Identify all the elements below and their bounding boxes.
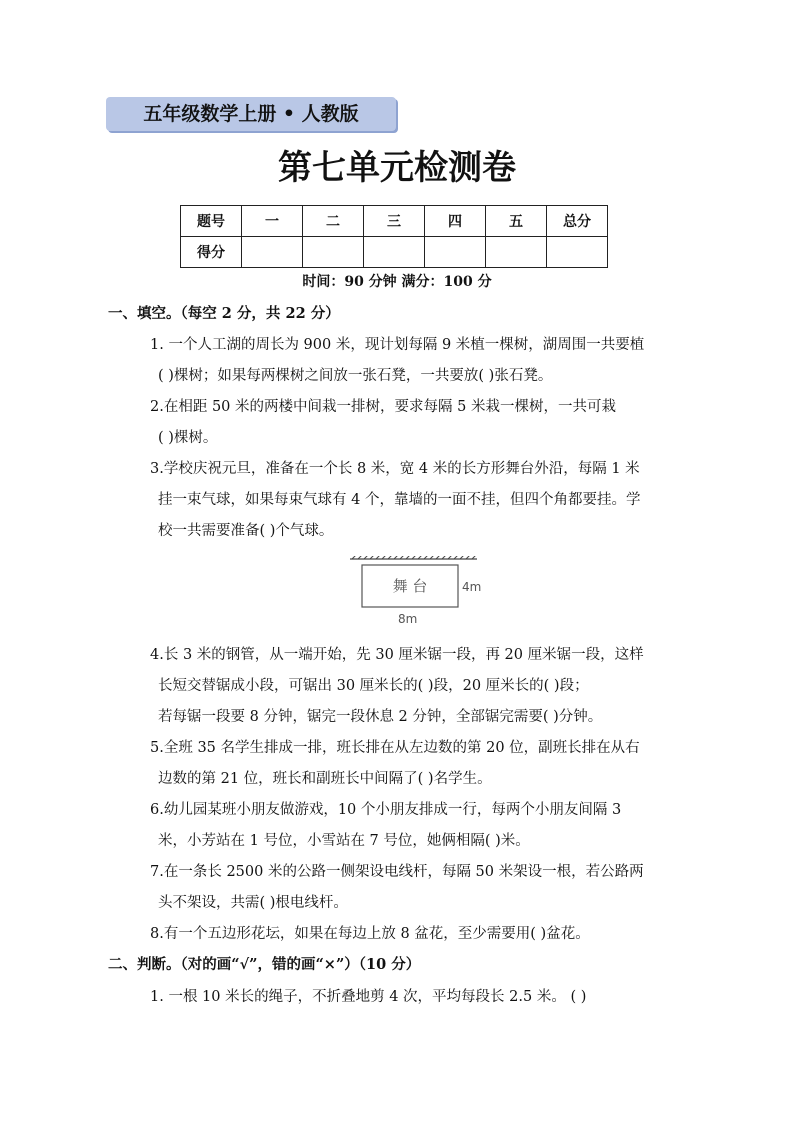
question-line: 校一共需要准备( )个气球。 xyxy=(158,523,334,539)
question-line: 挂一束气球，如果每束气球有 4 个，靠墙的一面不挂，但四个角都要挂。学 xyxy=(158,492,641,508)
score-table xyxy=(180,205,608,268)
stage-diagram xyxy=(346,556,491,628)
score-input-cell[interactable] xyxy=(486,237,547,268)
question-line: 长短交替锯成小段，可锯出 30 厘米长的( )段，20 厘米长的( )段； xyxy=(158,678,589,694)
question-line: 若每锯一段要 8 分钟，锯完一段休息 2 分钟，全部锯完需要( )分钟。 xyxy=(158,709,603,725)
question-line: 6.幼儿园某班小朋友做游戏，10 个小朋友排成一行，每两个小朋友间隔 3 xyxy=(150,802,622,818)
length-label: 8m xyxy=(398,612,418,626)
score-cell: 二 xyxy=(303,206,364,237)
question-line: 8.有一个五边形花坛，如果在每边上放 8 盆花，至少需要用( )盆花。 xyxy=(150,926,590,942)
score-input-cell[interactable] xyxy=(547,237,608,268)
question-line: ( )棵树。 xyxy=(158,430,218,446)
score-input-cell[interactable] xyxy=(425,237,486,268)
grade-banner: 五年级数学上册 • 人教版 xyxy=(106,97,396,131)
score-cell: 四 xyxy=(425,206,486,237)
section-heading-fill-blank: 一、填空。（每空 2 分，共 22 分） xyxy=(108,305,340,322)
score-cell: 五 xyxy=(486,206,547,237)
score-cell: 总分 xyxy=(547,206,608,237)
question-line: 1. 一根 10 米长的绳子，不折叠地剪 4 次，平均每段长 2.5 米。 ( ) xyxy=(150,989,587,1005)
question-line: 边数的第 21 位，班长和副班长中间隔了( )名学生。 xyxy=(158,771,492,787)
width-label: 4m xyxy=(462,580,482,594)
score-input-cell[interactable] xyxy=(303,237,364,268)
question-line: 1. 一个人工湖的周长为 900 米，现计划每隔 9 米植一棵树，湖周围一共要植 xyxy=(150,337,645,353)
score-cell: 一 xyxy=(242,206,303,237)
question-line: 3.学校庆祝元旦，准备在一个长 8 米，宽 4 米的长方形舞台外沿，每隔 1 米 xyxy=(150,461,640,477)
stage-label: 舞 台 xyxy=(392,577,428,595)
score-row-label: 得分 xyxy=(181,237,242,268)
question-line: 头不架设，共需( )根电线杆。 xyxy=(158,895,348,911)
question-line: 2.在相距 50 米的两楼中间栽一排树，要求每隔 5 米栽一棵树，一共可栽 xyxy=(150,399,616,415)
question-line: 7.在一条长 2500 米的公路一侧架设电线杆，每隔 50 米架设一根，若公路两 xyxy=(150,864,644,880)
score-input-cell[interactable] xyxy=(364,237,425,268)
question-line: ( )棵树；如果每两棵树之间放一张石凳，一共要放( )张石凳。 xyxy=(158,368,553,384)
section-heading-true-false: 二、判断。（对的画“√”，错的画“×”）（10 分） xyxy=(108,956,421,973)
score-table-header-row xyxy=(181,206,608,237)
score-cell: 三 xyxy=(364,206,425,237)
score-table-score-row xyxy=(181,237,608,268)
question-line: 5.全班 35 名学生排成一排，班长排在从左边数的第 20 位，副班长排在从右 xyxy=(150,740,640,756)
exam-info: 时间：90 分钟 满分：100 分 xyxy=(302,274,492,290)
question-line: 米，小芳站在 1 号位，小雪站在 7 号位，她俩相隔( )米。 xyxy=(158,833,530,849)
score-input-cell[interactable] xyxy=(242,237,303,268)
score-cell: 题号 xyxy=(181,206,242,237)
page-title: 第七单元检测卷 xyxy=(278,148,516,188)
question-line: 4.长 3 米的钢管，从一端开始，先 30 厘米锯一段，再 20 厘米锯一段，这样 xyxy=(150,647,644,663)
